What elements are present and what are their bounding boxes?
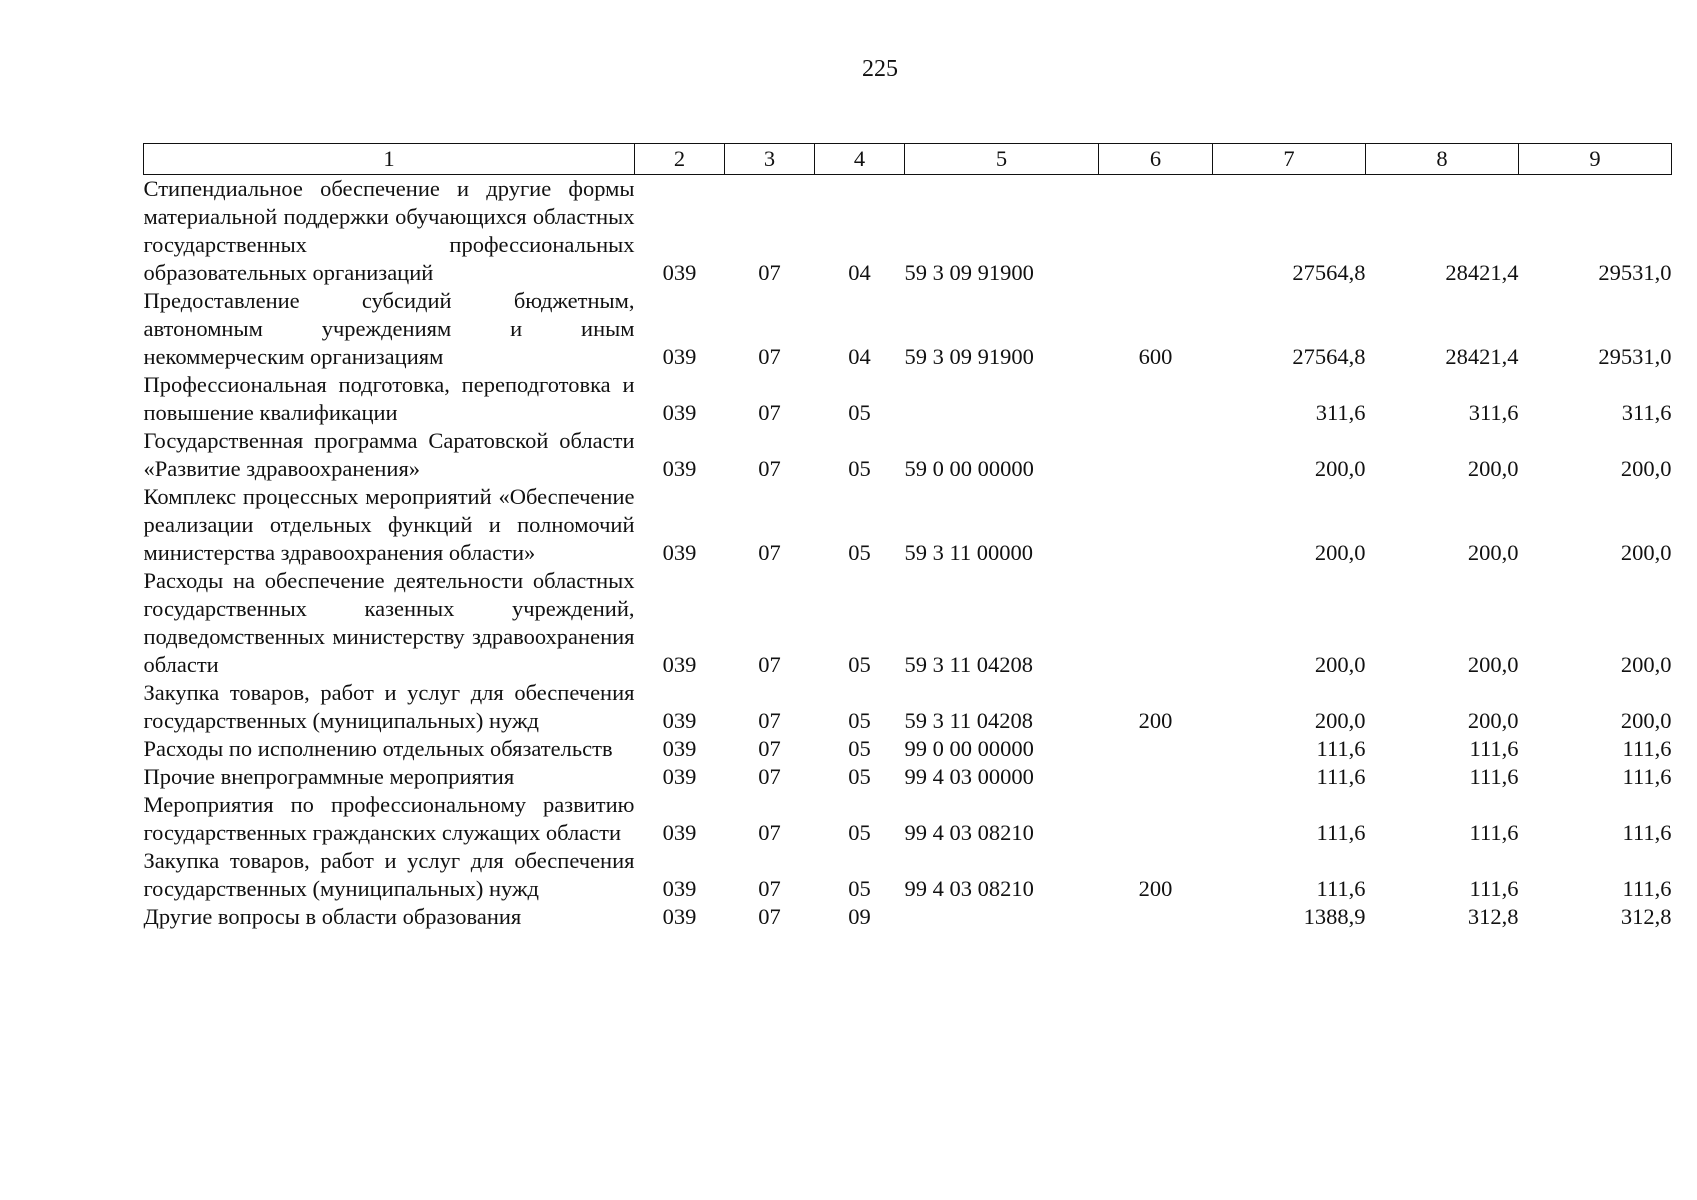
- subsection-code: 05: [848, 876, 871, 901]
- section-code: 07: [758, 904, 781, 929]
- row-name: Государственная программа Саратовской области «Развитие здравоохранения»: [143, 428, 635, 481]
- admin-code: 039: [662, 904, 697, 929]
- row-name: Комплекс процессных мероприятий «Обеспечение реализации отдельных функций и полномочий министерства здравоохранения области»: [143, 484, 635, 565]
- amount-col-8: 200,0: [1467, 456, 1519, 481]
- row-name: Профессиональная подготовка, переподготовка и повышение квалификации: [143, 372, 635, 425]
- row-name: Предоставление субсидий бюджетным, автономным учреждениям и иным некоммерческим организациям: [143, 288, 635, 369]
- target-article-code: [905, 371, 1099, 427]
- target-article-code: 99 0 00 00000: [904, 736, 1034, 761]
- amount-col-7: 200,0: [1314, 652, 1366, 677]
- row-name: Расходы на обеспечение деятельности областных государственных казенных учреждений, подведомственных министерству здравоохранения области: [143, 568, 635, 677]
- section-code: 07: [758, 764, 781, 789]
- subsection-code: 05: [848, 708, 871, 733]
- column-header-8: 8: [1366, 144, 1519, 175]
- section-code: 07: [758, 400, 781, 425]
- row-name: Закупка товаров, работ и услуг для обеспечения государственных (муниципальных) нужд: [143, 680, 635, 733]
- target-article-code: 99 4 03 08210: [904, 820, 1034, 845]
- row-name: Другие вопросы в области образования: [143, 904, 522, 929]
- amount-col-8: 311,6: [1468, 400, 1519, 425]
- subsection-code: 05: [848, 736, 871, 761]
- amount-col-8: 312,8: [1467, 904, 1519, 929]
- section-code: 07: [758, 456, 781, 481]
- section-code: 07: [758, 820, 781, 845]
- row-name: Стипендиальное обеспечение и другие формы материальной поддержки обучающихся областных государственных профессиональных образовательных организаций: [143, 176, 635, 285]
- expense-type-code: 200: [1138, 876, 1173, 901]
- amount-col-7: 111,6: [1316, 764, 1366, 789]
- section-code: 07: [758, 540, 781, 565]
- table-row: [144, 735, 1672, 763]
- admin-code: 039: [662, 820, 697, 845]
- table-row: [144, 903, 1672, 931]
- target-article-code: 59 3 09 91900: [904, 260, 1034, 285]
- row-name: Закупка товаров, работ и услуг для обеспечения государственных (муниципальных) нужд: [143, 848, 635, 901]
- amount-col-9: 200,0: [1620, 540, 1672, 565]
- amount-col-8: 28421,4: [1445, 260, 1519, 285]
- column-header-9: 9: [1519, 144, 1672, 175]
- column-header-1: 1: [144, 144, 635, 175]
- column-header-7: 7: [1213, 144, 1366, 175]
- target-article-code: 99 4 03 08210: [904, 876, 1034, 901]
- table-header: [144, 144, 1672, 175]
- admin-code: 039: [662, 764, 697, 789]
- amount-col-9: 200,0: [1620, 652, 1672, 677]
- target-article-code: 59 3 11 04208: [904, 652, 1034, 677]
- amount-col-7: 111,6: [1316, 876, 1366, 901]
- admin-code: 039: [662, 260, 697, 285]
- amount-col-9: 111,6: [1622, 764, 1672, 789]
- expense-type-code: [1099, 175, 1213, 288]
- target-article-code: 59 0 00 00000: [904, 456, 1034, 481]
- amount-col-8: 111,6: [1469, 876, 1519, 901]
- expense-type-code: [1099, 763, 1213, 791]
- section-code: 07: [758, 344, 781, 369]
- amount-col-7: 200,0: [1314, 456, 1366, 481]
- section-code: 07: [758, 708, 781, 733]
- table-row: [144, 791, 1672, 847]
- admin-code: 039: [662, 400, 697, 425]
- amount-col-8: 200,0: [1467, 708, 1519, 733]
- target-article-code: 99 4 03 00000: [904, 764, 1034, 789]
- amount-col-7: 200,0: [1314, 708, 1366, 733]
- amount-col-7: 200,0: [1314, 540, 1366, 565]
- subsection-code: 09: [848, 904, 871, 929]
- expense-type-code: [1099, 371, 1213, 427]
- expense-type-code: [1099, 903, 1213, 931]
- amount-col-8: 200,0: [1467, 540, 1519, 565]
- expense-type-code: [1099, 735, 1213, 763]
- amount-col-7: 1388,9: [1303, 904, 1366, 929]
- expense-type-code: [1099, 791, 1213, 847]
- subsection-code: 05: [848, 820, 871, 845]
- subsection-code: 05: [848, 400, 871, 425]
- expense-type-code: [1099, 427, 1213, 483]
- admin-code: 039: [662, 736, 697, 761]
- amount-col-8: 111,6: [1469, 736, 1519, 761]
- column-header-5: 5: [905, 144, 1099, 175]
- table-row: [144, 679, 1672, 735]
- amount-col-8: 28421,4: [1445, 344, 1519, 369]
- table-row: [144, 287, 1672, 371]
- table-row: [144, 371, 1672, 427]
- table-row: [144, 427, 1672, 483]
- amount-col-8: 200,0: [1467, 652, 1519, 677]
- amount-col-7: 311,6: [1315, 400, 1366, 425]
- section-code: 07: [758, 260, 781, 285]
- subsection-code: 05: [848, 764, 871, 789]
- admin-code: 039: [662, 540, 697, 565]
- target-article-code: 59 3 09 91900: [904, 344, 1034, 369]
- amount-col-8: 111,6: [1469, 764, 1519, 789]
- section-code: 07: [758, 652, 781, 677]
- expense-type-code: [1099, 567, 1213, 679]
- page-number: 225: [862, 56, 898, 82]
- column-header-4: 4: [815, 144, 905, 175]
- header-row: [144, 144, 1672, 175]
- section-code: 07: [758, 736, 781, 761]
- admin-code: 039: [662, 876, 697, 901]
- subsection-code: 04: [848, 344, 871, 369]
- admin-code: 039: [662, 652, 697, 677]
- expense-type-code: [1099, 483, 1213, 567]
- subsection-code: 05: [848, 540, 871, 565]
- column-header-6: 6: [1099, 144, 1213, 175]
- amount-col-7: 111,6: [1316, 736, 1366, 761]
- amount-col-9: 200,0: [1620, 456, 1672, 481]
- admin-code: 039: [662, 456, 697, 481]
- amount-col-7: 27564,8: [1292, 344, 1366, 369]
- amount-col-7: 27564,8: [1292, 260, 1366, 285]
- amount-col-9: 111,6: [1622, 876, 1672, 901]
- table-row: [144, 847, 1672, 903]
- target-article-code: [905, 903, 1099, 931]
- amount-col-9: 111,6: [1622, 736, 1672, 761]
- target-article-code: 59 3 11 00000: [904, 540, 1034, 565]
- column-header-3: 3: [725, 144, 815, 175]
- amount-col-9: 29531,0: [1598, 260, 1672, 285]
- section-code: 07: [758, 876, 781, 901]
- table-row: [144, 175, 1672, 288]
- table-row: [144, 763, 1672, 791]
- row-name: Прочие внепрограммные мероприятия: [143, 764, 515, 789]
- row-name: Мероприятия по профессиональному развитию государственных гражданских служащих области: [143, 792, 635, 845]
- amount-col-9: 311,6: [1621, 400, 1672, 425]
- expense-type-code: 200: [1138, 708, 1173, 733]
- table-body: [144, 175, 1672, 932]
- target-article-code: 59 3 11 04208: [904, 708, 1034, 733]
- admin-code: 039: [662, 708, 697, 733]
- budget-table: [143, 143, 1672, 931]
- amount-col-9: 312,8: [1620, 904, 1672, 929]
- subsection-code: 04: [848, 260, 871, 285]
- table-row: [144, 483, 1672, 567]
- amount-col-9: 200,0: [1620, 708, 1672, 733]
- column-header-2: 2: [635, 144, 725, 175]
- table-row: [144, 567, 1672, 679]
- amount-col-9: 111,6: [1622, 820, 1672, 845]
- admin-code: 039: [662, 344, 697, 369]
- expense-type-code: 600: [1138, 344, 1173, 369]
- row-name: Расходы по исполнению отдельных обязательств: [143, 736, 613, 761]
- amount-col-8: 111,6: [1469, 820, 1519, 845]
- amount-col-7: 111,6: [1316, 820, 1366, 845]
- subsection-code: 05: [848, 456, 871, 481]
- subsection-code: 05: [848, 652, 871, 677]
- amount-col-9: 29531,0: [1598, 344, 1672, 369]
